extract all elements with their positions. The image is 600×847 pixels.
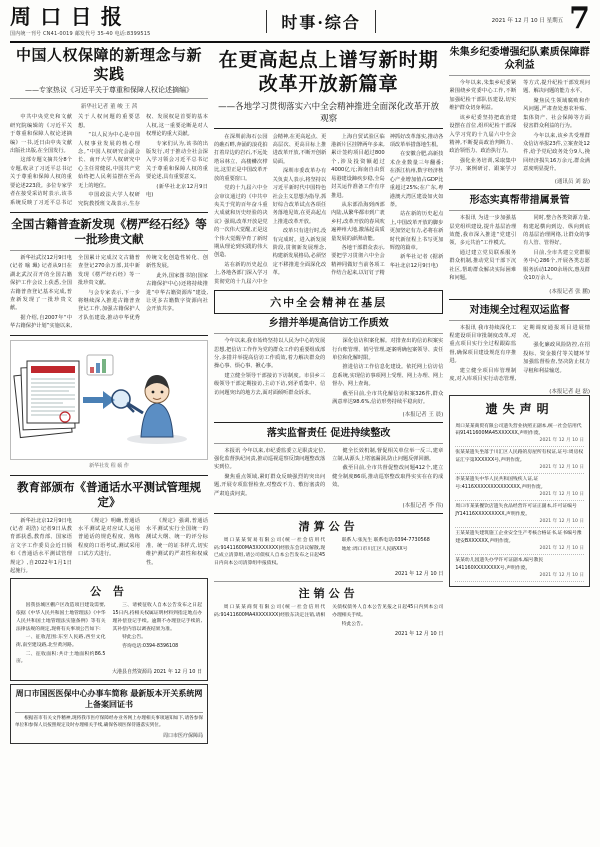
paragraph: 中共中央党史和文献研究院编辑的《习近平关于尊重和保障人权论述摘编》一书,近日由中央文献出版社出版,在全国发行。 — [10, 114, 72, 155]
page-columns — [10, 46, 590, 846]
paragraph: 在深圳前海石公园的礁石畔,奔涌的浪花拍打着岸边的岩石,不远处塔吊林立、高楼鳞次栉比,这里正是中国改革开放的重要窗口。 — [214, 133, 268, 182]
dateline: (通讯员 刘 磊) — [554, 179, 590, 186]
paragraph: 截至目前,全市共督促整改问题412个,建立健全制度86项,推动巡察整改取得实实在在的成效。 — [332, 465, 444, 489]
left-column — [10, 46, 208, 846]
lost-notices-title: 遗失声明 — [485, 401, 554, 416]
article-body — [214, 133, 443, 287]
paragraph: 同时,整合各类资源力量,构建起横向到边、纵向到底的基层治理网络,让群众的事有人管、管得好。 — [523, 215, 590, 247]
article-body — [10, 113, 208, 208]
article-project-oversight — [449, 304, 590, 395]
list-item — [455, 528, 584, 555]
headline: 在更高起点上谱写新时期改革开放新篇章 — [218, 49, 439, 95]
liquidation-notice — [214, 518, 443, 578]
banner-title: 周口市国医医保中心办事车简称 最新版本开关系统网上备案回证书 — [15, 688, 203, 709]
notice-body — [16, 602, 202, 665]
paragraph: 推进信访工作信息化建设。依托网上信访信息系统,实现信访事项网上受理、网上办理、网上督办、网上查询。 — [332, 364, 444, 388]
paragraph: 中国政法大学人权研究院教授班文战表示,生存权、发展权是首要的基本人权,这一重要论断是对人权理论的重大贡献。 — [78, 114, 208, 207]
list-item — [455, 421, 584, 448]
article-body — [10, 254, 208, 331]
right-column — [449, 46, 590, 846]
paragraph: 一、征收范围:东至人民路,西至文化街,南至建设路,北至黄河路。 — [16, 635, 106, 648]
article-body — [214, 447, 443, 499]
lost-item-date: 2021 年 12 月 10 日 — [539, 492, 584, 498]
article-body — [449, 214, 590, 283]
list-item — [455, 474, 584, 501]
paragraph: 各地干部群众表示,要把学习贯彻六中全会精神同做好当前各项工作结合起来,以钉钉子精神抓好改革落实,推动各项改革举措落地生根。 — [331, 133, 444, 277]
paragraph: 截至目前,全市共化解信访积案326件,群众满意率达98.6%,信访形势持续平稳向好。 — [332, 390, 444, 406]
divider — [15, 712, 203, 713]
paragraph: 新华社北京12月9日电(记者 胡浩) 记者9日从教育部获悉,教育部、国家语言文字工作委员会近日颁布《普通话水平测试管理规定》,自2022年1月1日起施行。 — [10, 517, 72, 575]
paragraph: 新华社武汉12月9日电(记者 喻 珮) 记者从9日在湖北武汉召开的全国古籍保护工作会议上获悉,全国古籍普查登记基本完成,普查新发现了一批珍贵文献。 — [10, 254, 72, 312]
paragraph: 今年以来,该乡共受理群众信访举报23件,立案查处12件,给予党纪政务处分9人,挽回经济损失16万余元,群众满意度明显提升。 — [523, 132, 590, 173]
paragraph: 强化业务培训,采取集中学习、案例研讨、跟案学习等方式,提升纪检干部发现问题、解决问题的能力水平。 — [449, 80, 590, 173]
section-banner-title: 六中全会精神在基层 — [270, 296, 388, 310]
paragraph: 从东部沿海到西部内陆,从繁华都市到广袤乡村,改革开放的春风吹遍神州大地,激荡起高质量发展的澎湃动能。 — [331, 201, 385, 242]
paragraph: 本报讯 今年以来,市纪委监委立足职责定位,强化监督执纪问责,推动巡视巡察反馈问题整改落实到位。 — [214, 447, 326, 471]
article-body — [214, 337, 443, 406]
masthead — [10, 1, 590, 43]
article-petition-work — [214, 317, 443, 417]
medical-insurance-notice — [10, 684, 208, 744]
paragraph: 强化廉政风险防控,在招投标、资金拨付等关键环节加强监督检查,坚决防止权力寻租和利益输送。 — [523, 342, 590, 374]
lost-item-date: 2021 年 12 月 10 日 — [539, 573, 584, 579]
headline: 乡措并举堤高信访工作质效 — [268, 318, 389, 330]
paragraph: 该乡纪委坚持把政治建设摆在首位,组织纪检干部深入学习党的十九届六中全会精神,不断提高政治判断力、政治领悟力、政治执行力。 — [449, 114, 517, 155]
lost-notices — [449, 395, 590, 588]
list-item — [455, 447, 584, 474]
notice-title: 注销公告 — [298, 587, 359, 601]
lost-item-date: 2021 年 12 月 10 日 — [539, 438, 584, 444]
paragraph: 咨询电话:0394-8396108 — [122, 643, 179, 649]
divider — [449, 299, 590, 300]
article-body — [10, 517, 208, 576]
paragraph: 今年以来,我市始终坚持以人民为中心的发展思想,把信访工作作为党的群众工作的重要组成部分,多措并举提高信访工作质效,着力解决群众的操心事、烦心事、揪心事。 — [214, 338, 326, 370]
lost-item-text: 王某某遗失建筑施工企业安全生产考核合格证书,证书编号豫建安BXXXXXX,声明作废。 — [455, 531, 582, 544]
divider — [10, 212, 208, 213]
paragraph: 这部专题文摘共分8个专题,收录了习近平总书记关于尊重和保障人权的重要论述223段。多位专家学者在接受采访时表示,该书系统反映了习近平总书记关于人权问题的重要思想。 — [10, 114, 140, 206]
paragraph: 与会专家表示,下一步将继续深入推进古籍普查登记工作,加强古籍保护人才队伍建设,推动中华优秀传统文化创造性转化、创新性发展。 — [78, 254, 208, 321]
paragraph: 特此公告。 — [122, 635, 147, 641]
divider — [10, 98, 208, 99]
paragraph: 建立健全项目库管理制度,对入库项目实行动态管理,定期调度通报项目进展情况。 — [449, 324, 590, 383]
divider — [449, 320, 590, 321]
page-number: 7 — [569, 1, 590, 36]
paragraph: 建立健全领导干部接访下访制度。市县乡三级领导干部定期接访,主动下访,到矛盾集中、信访问题突出的地方去,面对面倾听群众诉求。 — [214, 372, 326, 396]
cancellation-notice — [214, 585, 443, 639]
list-item — [455, 501, 584, 528]
divider — [10, 250, 208, 251]
paragraph: 三、请被征收人自本公告发布之日起15日内,持相关权属证明材料到指定地点办理补偿登记手续。逾期不办理登记手续的,其补偿内容以调查结果为准。 — [112, 603, 202, 632]
paragraph: 站在新的历史起点上,各地各部门深入学习贯彻党的十九届六中全会精神,在更高起点、更高层次、更高目标上推进改革开放,不断开创新局面。 — [214, 133, 327, 285]
headline: 形态实真帮带措属景管 — [469, 195, 570, 207]
article-human-rights — [10, 46, 208, 208]
divider — [449, 75, 590, 76]
notice-signature: 大港县自然资源局 2021 年 12 月 10 日 — [112, 668, 202, 675]
lost-item-text: 张某某遗失坐落于川汇区人民路的房屋所有权证,证号:周房权证汇字第XXXXXX号,声明作废。 — [455, 450, 584, 463]
lost-item-text: 周口某某商贸有限公司遗失营业执照正副本,统一社会信用代码91411600MA45XXXXXX,声明作废。 — [455, 423, 582, 436]
paragraph: 站在新的历史起点上,中国改革开放的脚步更加坚定有力,必将在新时代新征程上书写更加辉煌的篇章。 — [389, 211, 444, 252]
notice-title: 清算公告 — [298, 520, 359, 534]
paragraph: 改革只有进行时,没有完成时。进入新发展阶段,贯彻新发展理念,构建新发展格局,必须坚定不移推进全面深化改革。 — [272, 228, 327, 277]
paragraph: 据介绍,自2007年“中华古籍保护计划”实施以来,全国累计完成汉文古籍普查登记270余万部,其中新发现《楞严经石经》等一批珍贵文献。 — [10, 254, 140, 330]
section-name-wrap — [266, 10, 376, 33]
notice-body — [214, 604, 443, 628]
lost-item-text: 李某某遗失中华人民共和国残疾人证,证号:4116XXXXXXXXXXXXXX,声明作废。 — [455, 477, 546, 490]
paragraph: 健全长效机制,督促相关单位举一反三,建章立制,从源头上堵塞漏洞,防止问题反弹回潮。 — [332, 447, 444, 462]
divider — [214, 443, 443, 444]
paragraph: (新华社北京12月9日电) — [146, 183, 208, 199]
article-body — [449, 79, 590, 174]
headline: 对违规全过程双运监督 — [469, 304, 570, 316]
masthead-center — [151, 6, 492, 33]
article-body — [449, 324, 590, 384]
lead-article — [214, 46, 443, 286]
dateline: (本报记者 张 鹏) — [549, 288, 590, 295]
paragraph: 在安徽合肥,高新技术企业数量三年翻番;在浙江杭州,数字经济核心产业增加值占GDP比重超过25%;在广东,粤港澳大湾区建设如火如荼。 — [389, 151, 444, 208]
paragraph: 地址:周口市川汇区人民路XX号 — [341, 546, 408, 552]
masthead-left — [10, 6, 151, 37]
divider — [214, 581, 443, 582]
paragraph: 《规定》强调,普通话水平测试实行全国统一的测试大纲、统一的评分标准、统一的证书样式,切实维护测试的严肃性和权威性。 — [146, 517, 208, 566]
paragraph: 深化信访积案化解。对排查出的信访积案实行台账管理、销号管理,逐案明确包案领导、责任单位和化解时限。 — [332, 338, 444, 361]
headline: 中国人权保障的新理念与新实践 — [15, 46, 202, 83]
list-item — [455, 555, 584, 582]
subheadline: ——各地学习贯彻落实六中全会精神推进全面深化改革开放观察 — [218, 101, 440, 124]
lost-item-date: 2021 年 12 月 10 日 — [539, 465, 584, 471]
article-grassroots-party — [449, 194, 590, 294]
paragraph: 本报讯 为进一步加强基层党组织建设,提升基层治理效能,我市深入推进“党建引领、多元共治”工作模式。 — [449, 215, 517, 247]
divider — [214, 128, 443, 129]
paragraph: 专家们认为,该书的出版发行,对于推动全社会深入学习领会习近平总书记关于尊重和保障人权的重要论述,具有重要意义。 — [146, 140, 208, 181]
lost-item-date: 2021 年 12 月 10 日 — [539, 546, 584, 552]
article-supervision — [214, 427, 443, 510]
masthead-right — [491, 1, 590, 36]
headline: 教育部颁布《普通话水平测试管理规定》 — [17, 479, 201, 509]
middle-column — [214, 46, 443, 846]
paragraph: 周口某某贸易有限公司(统一社会信用代码:91411600MA3XXXXXXX)经股东会决议解散,现已成立清算组,请公司债权人自本公告发布之日起45日内向本公司清算组申报债权。 — [214, 538, 326, 567]
dateline: (本报记者 王 晨) — [402, 411, 444, 418]
paragraph: 上海自贸试验区临港新片区挂牌两年多来,累计签约项目超过800个,涉及投资额超过4000亿元;海南自由贸易港建设蹄疾步稳,全岛封关运作准备工作有序推进。 — [331, 133, 385, 199]
divider — [10, 475, 208, 476]
lost-item-date: 2021 年 12 月 10 日 — [539, 519, 584, 525]
dateline: (本报记者 赵 磊) — [549, 388, 590, 395]
divider — [214, 513, 443, 514]
paragraph: 联系人:张先生 联系电话:0394-7730568 — [341, 538, 430, 544]
article-ancient-books — [10, 217, 208, 331]
divider — [449, 210, 590, 211]
divider — [10, 513, 208, 514]
notice-body — [214, 537, 443, 568]
cartoon-caption: 新华社发 程 硕 作 — [89, 462, 129, 469]
paragraph: 周口某某商贸有限公司(统一社会信用代码:91411600MA4XXXXXXX)经股东决定注销,请相关债权债务人自本公告见报之日起45日内到本公司办理相关手续。 — [214, 605, 444, 618]
paragraph: 聚焦民生领域腐败和作风问题,严肃查处惠农补贴、集体资产、社会保障等方面侵害群众利益的行为。 — [523, 97, 590, 130]
banner-signature: 周口市医疗保障局 — [162, 732, 203, 739]
paper-name: 周 口 日 报 — [10, 4, 123, 29]
notice-date: 2021 年 12 月 10 日 — [394, 570, 444, 577]
headline: 落实监督责任 促进持续整改 — [266, 427, 391, 439]
paragraph: 特此公告。 — [341, 621, 366, 627]
divider — [214, 333, 443, 334]
paper-sub: 国内统一刊号 CN41-0019 邮发代号 35-40 电话:8399515 — [10, 31, 151, 38]
divider — [449, 189, 590, 190]
paragraph: 此外,国家图书馆(国家古籍保护中心)还将持续推进“中华古籍资源库”建设,让更多古籍数字资源向社会开放共享。 — [146, 272, 208, 313]
lost-item-text: 周口市某某餐饮店遗失食品经营许可证正副本,许可证编号JY14116XXXXXXXXX,声明作废。 — [455, 504, 577, 517]
paragraph: 《规定》明确,普通话水平测试是对应试人运用普通话的规范程度、熟练程度的口语考试,测试采用口试方式进行。 — [78, 517, 140, 558]
paragraph: 今年以来,朱集乡纪委紧紧围绕乡党委中心工作,不断加强纪检干部队伍建设,切实维护群众切身利益。 — [449, 80, 517, 112]
headline: 朱集乡纪委增强纪队素质保障群众利益 — [449, 47, 590, 72]
cartoon-illustration — [11, 341, 207, 460]
dateline: (本报记者 李 伟) — [402, 503, 444, 510]
subheadline: ——专家热议《习近平关于尊重和保障人权论述摘编》 — [25, 85, 193, 94]
headline: 全国古籍普查新发现《楞严经石经》等一批珍贵文献 — [11, 216, 207, 246]
lost-item-text: 某某幼儿园遗失办学许可证副本,编号教民141160XXXXXXXX号,声明作废。 — [455, 558, 544, 571]
public-notice — [10, 578, 208, 681]
notice-date: 2021 年 12 月 10 日 — [394, 631, 444, 638]
article-township-discipline — [449, 46, 590, 185]
paragraph: 深圳市委改革办有关负责人表示,将坚持以习近平新时代中国特色社会主义思想为指导,抓好综合改革试点各项任务落地见效,在更高起点上推进改革开放。 — [272, 168, 327, 225]
notice-title: 公 告 — [90, 585, 128, 599]
issue-date: 2021 年 12 月 10 日 星期五 — [491, 18, 564, 24]
paragraph: 目前,全市共建立党群服务中心286个,开展各类志愿服务活动1200余场次,惠及群众10万余人。 — [523, 249, 590, 282]
byline: 新华社记者 董 峻 王 茜 — [80, 104, 138, 111]
paragraph: 根据省市有关文件精神,现将我市医疗保障经办业务网上办理相关事项通知如下,请各参保单位和参保人员按照规定及时办理相关手续,确保各项医保待遇落实到位。 — [15, 716, 203, 729]
plenum-section-banner — [214, 290, 443, 314]
paragraph: 聚焦重点领域,紧盯群众反映强烈的突出问题,开展专项监督检查,对整改不力、敷衍塞责的严肃追责问责。 — [214, 473, 326, 497]
divider — [214, 422, 443, 423]
paragraph: 因我县城区棚户区改造项目建设需要,依据《中华人民共和国土地管理法》《中华人民共和国土地管理法实施条例》等有关法律法规的规定,现将有关事项公告如下: — [16, 603, 106, 632]
paragraph: 新华社记者 (据新华社北京12月9日电) — [389, 254, 444, 269]
paragraph: 二、征收面积:共计土地面积约86.5亩。 — [16, 651, 106, 665]
paragraph: 通过建立党员联系服务群众机制,推动党员干部下沉社区,帮助群众解决实际困难和问题。 — [449, 249, 517, 282]
paragraph: “以人民为中心是中国人权事业发展的核心理念。”中国人权研究会副会长、南开大学人权研究中心主任常健说,中国共产党始终把人民利益摆在至高无上的地位。 — [78, 132, 140, 189]
section-name: 时事·综合 — [281, 13, 361, 32]
banner-body — [15, 716, 203, 730]
article-putonghua — [10, 480, 208, 576]
editorial-cartoon — [10, 340, 208, 460]
divider — [10, 335, 208, 336]
paragraph: 党的十九届六中全会审议通过的《中共中央关于党的百年奋斗重大成就和历史经验的决议》强调,改革开放是党的一次伟大觉醒,正是这个伟大觉醒孕育了新时期从理论到实践的伟大创造。 — [214, 185, 268, 259]
paragraph: 本报讯 我市持续深化工程建设项目审批制度改革,对重点项目实行全过程跟踪监督,确保项目建设规范有序推进。 — [449, 324, 517, 365]
